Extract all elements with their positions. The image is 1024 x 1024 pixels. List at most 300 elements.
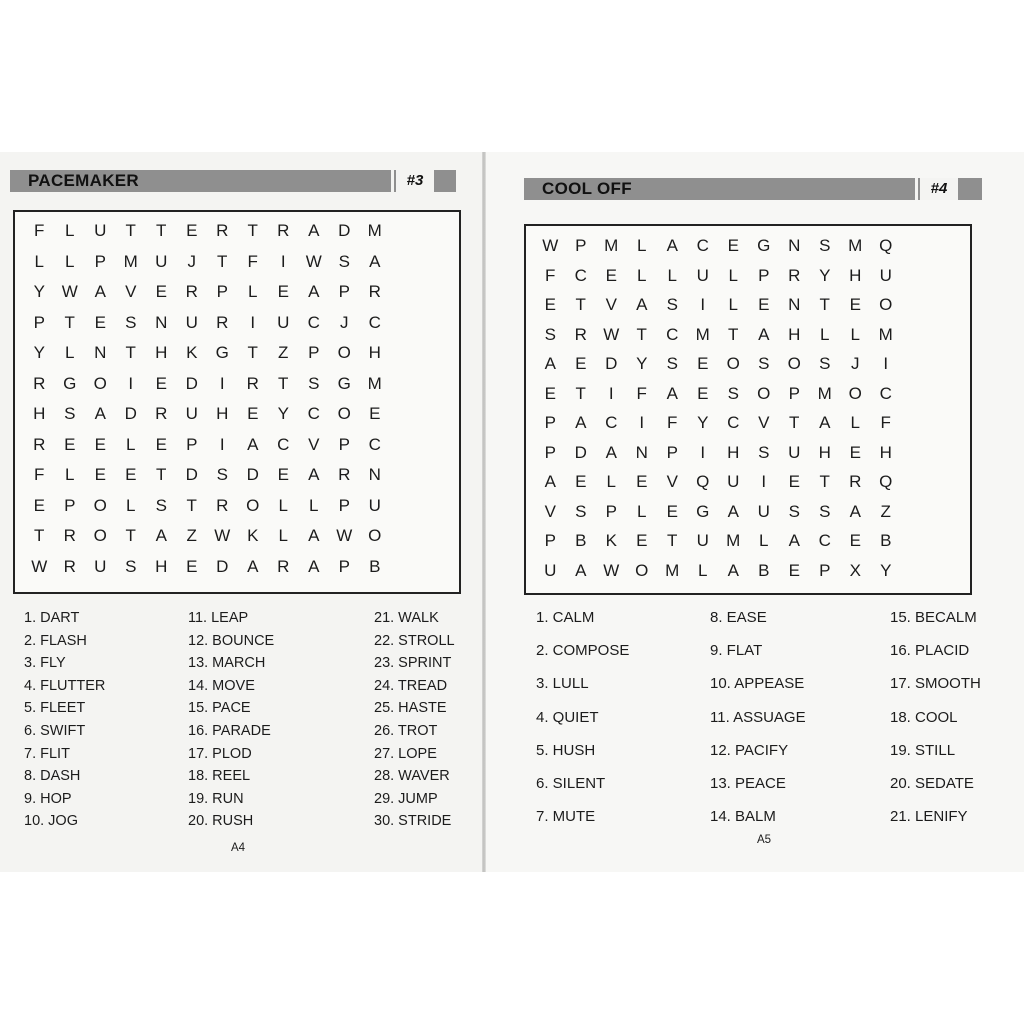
grid-letter: C bbox=[605, 413, 618, 432]
grid-letter: A bbox=[605, 442, 617, 462]
word-list-item: 3. LULL bbox=[536, 675, 589, 693]
grid-letter: A bbox=[544, 472, 556, 491]
word-list-item: 12. BOUNCE bbox=[188, 632, 275, 649]
grid-letter: T bbox=[278, 373, 289, 393]
grid-letter: P bbox=[544, 413, 556, 432]
word-list-item: 30. STRIDE bbox=[374, 813, 452, 830]
grid-row bbox=[535, 320, 901, 350]
grid-letter: E bbox=[186, 556, 198, 576]
grid-letter: R bbox=[33, 434, 46, 454]
word-list-item: 21. WALK bbox=[374, 610, 439, 626]
grid-letter: P bbox=[575, 236, 587, 255]
grid-letter: U bbox=[277, 312, 290, 332]
grid-letter: E bbox=[849, 531, 861, 550]
word-list-item: 2. FLASH bbox=[24, 632, 87, 649]
left-page bbox=[0, 152, 484, 872]
word-list-item: 1. DART bbox=[24, 610, 80, 626]
grid-row bbox=[535, 408, 901, 438]
word-list-item: 26. TROT bbox=[374, 722, 438, 739]
grid-letter: A bbox=[666, 383, 678, 403]
grid-letter: F bbox=[545, 265, 556, 285]
grid-letter: P bbox=[338, 434, 350, 454]
grid-letter: B bbox=[758, 560, 770, 580]
grid-letter: C bbox=[574, 265, 587, 285]
grid-letter: I bbox=[219, 373, 225, 393]
grid-letter: L bbox=[65, 465, 75, 484]
grid-letter: I bbox=[639, 413, 645, 432]
word-list-item: 18. COOL bbox=[890, 708, 958, 726]
grid-letter: M bbox=[123, 251, 138, 271]
word-list-item: 21. LENIFY bbox=[890, 808, 968, 826]
word-column bbox=[188, 610, 274, 836]
grid-letter: R bbox=[216, 221, 229, 240]
grid-letter: L bbox=[65, 221, 75, 240]
grid-letter: H bbox=[849, 265, 862, 285]
grid-letter: X bbox=[849, 560, 861, 580]
grid-letter: D bbox=[605, 354, 618, 373]
grid-letter: E bbox=[94, 465, 106, 484]
grid-letter: F bbox=[34, 465, 45, 484]
grid-letter: E bbox=[277, 465, 289, 484]
word-list-item: 1. CALM bbox=[536, 609, 595, 626]
grid-letter: B bbox=[880, 531, 892, 550]
grid-letter: Y bbox=[33, 282, 45, 301]
grid-letter: T bbox=[217, 251, 228, 271]
grid-letter: J bbox=[851, 354, 860, 373]
grid-row bbox=[535, 261, 901, 291]
grid-letter: O bbox=[879, 295, 893, 314]
grid-letter: F bbox=[636, 383, 647, 403]
grid-letter: U bbox=[544, 560, 557, 580]
word-list-item: 23. SPRINT bbox=[374, 655, 452, 672]
grid-letter: A bbox=[727, 501, 739, 521]
grid-letter: T bbox=[247, 343, 258, 362]
grid-letter: U bbox=[696, 531, 709, 550]
grid-letter: I bbox=[700, 442, 706, 462]
grid-letter: O bbox=[337, 404, 351, 423]
grid-letter: S bbox=[758, 354, 770, 373]
grid-letter: N bbox=[155, 312, 168, 332]
grid-row bbox=[24, 399, 390, 429]
grid-row bbox=[535, 526, 901, 556]
grid-letter: O bbox=[93, 495, 107, 515]
grid-letter: L bbox=[850, 413, 860, 432]
grid-letter: Y bbox=[697, 413, 709, 432]
grid-letter: K bbox=[605, 531, 617, 550]
grid-letter: A bbox=[666, 236, 678, 255]
grid-letter: A bbox=[94, 282, 106, 301]
word-list-item: 14. MOVE bbox=[188, 677, 255, 694]
grid-letter: P bbox=[758, 265, 770, 285]
grid-row bbox=[24, 247, 390, 277]
grid-row bbox=[24, 369, 390, 399]
word-list-item: 17. PLOD bbox=[188, 745, 252, 762]
grid-letter: C bbox=[666, 324, 679, 344]
grid-row bbox=[535, 438, 901, 468]
grid-row bbox=[535, 290, 901, 320]
word-list-item: 15. BECALM bbox=[890, 609, 977, 626]
grid-letter: E bbox=[94, 312, 106, 332]
grid-letter: M bbox=[848, 236, 863, 255]
word-list-item: 15. PACE bbox=[188, 700, 251, 717]
grid-letter: R bbox=[368, 282, 381, 301]
grid-letter: N bbox=[368, 465, 381, 484]
grid-letter: E bbox=[575, 472, 587, 491]
header-divider bbox=[915, 178, 918, 200]
grid-letter: A bbox=[758, 324, 770, 344]
grid-letter: S bbox=[125, 312, 137, 332]
grid-letter: K bbox=[186, 343, 198, 362]
grid-letter: E bbox=[605, 265, 617, 285]
word-list-item: 28. WAVER bbox=[374, 768, 450, 785]
puzzle-number: #3 bbox=[396, 170, 434, 192]
grid-letter: O bbox=[635, 560, 649, 580]
grid-letter: I bbox=[128, 373, 134, 393]
grid-letter: M bbox=[878, 324, 893, 344]
grid-letter: A bbox=[308, 465, 320, 484]
grid-letter: C bbox=[879, 383, 892, 403]
puzzle-title: PACEMAKER bbox=[28, 171, 140, 190]
grid-letter: S bbox=[338, 251, 350, 271]
word-list-item: 11. LEAP bbox=[188, 610, 249, 626]
grid-row bbox=[24, 308, 390, 338]
grid-letter: E bbox=[64, 434, 76, 454]
grid-letter: I bbox=[219, 434, 225, 454]
grid-letter: N bbox=[94, 343, 107, 362]
grid-letter: A bbox=[308, 221, 320, 240]
grid-letter: U bbox=[788, 442, 801, 462]
grid-letter: H bbox=[818, 442, 831, 462]
grid-letter: J bbox=[340, 312, 349, 332]
word-list-item: 20. RUSH bbox=[188, 813, 254, 830]
grid-letter: T bbox=[819, 472, 830, 491]
word-list-item: 2. COMPOSE bbox=[536, 642, 630, 660]
grid-letter: W bbox=[61, 282, 78, 301]
grid-letter: G bbox=[757, 236, 771, 255]
grid-letter: P bbox=[216, 282, 228, 301]
grid-letter: E bbox=[155, 373, 167, 393]
right-page bbox=[486, 152, 1024, 872]
word-list-item: 6. SILENT bbox=[536, 774, 606, 792]
grid-letter: A bbox=[247, 556, 259, 576]
grid-letter: N bbox=[635, 442, 648, 462]
grid-letter: P bbox=[605, 501, 617, 521]
word-list-item: 19. RUN bbox=[188, 790, 244, 807]
grid-row bbox=[24, 338, 390, 368]
word-list-item: 22. STROLL bbox=[374, 632, 455, 649]
word-list-item: 8. EASE bbox=[710, 609, 767, 626]
grid-letter: L bbox=[850, 324, 860, 344]
grid-letter: T bbox=[728, 324, 739, 344]
grid-letter: A bbox=[247, 434, 259, 454]
grid-row bbox=[24, 277, 390, 307]
grid-letter: T bbox=[247, 221, 258, 240]
grid-letter: R bbox=[216, 495, 229, 515]
grid-letter: T bbox=[125, 343, 136, 362]
header-tab bbox=[958, 178, 982, 200]
grid-letter: V bbox=[544, 501, 556, 521]
grid-letter: L bbox=[34, 251, 44, 271]
word-list-item: 6. SWIFT bbox=[24, 722, 86, 739]
grid-letter: E bbox=[697, 354, 709, 373]
grid-letter: S bbox=[308, 373, 320, 393]
word-column bbox=[374, 610, 455, 836]
grid-letter: F bbox=[34, 221, 45, 240]
grid-letter: R bbox=[155, 404, 168, 423]
grid-letter: C bbox=[696, 236, 709, 255]
grid-letter: O bbox=[757, 383, 771, 403]
grid-letter: L bbox=[667, 265, 677, 285]
grid-letter: O bbox=[368, 526, 382, 545]
grid-letter: W bbox=[603, 324, 620, 344]
grid-letter: L bbox=[637, 501, 647, 521]
grid-row bbox=[535, 467, 901, 497]
grid-letter: D bbox=[246, 465, 259, 484]
grid-letter: I bbox=[700, 295, 706, 314]
grid-letter: H bbox=[368, 343, 381, 362]
grid-letter: U bbox=[155, 251, 168, 271]
word-list-item: 9. FLAT bbox=[710, 642, 763, 660]
grid-letter: S bbox=[758, 442, 770, 462]
word-list-item: 25. HASTE bbox=[374, 700, 447, 717]
grid-letter: H bbox=[155, 343, 168, 362]
word-list-item: 13. MARCH bbox=[188, 655, 266, 672]
grid-letter: L bbox=[606, 472, 616, 491]
grid-letter: V bbox=[666, 472, 678, 491]
grid-letter: S bbox=[819, 501, 831, 521]
grid-letter: R bbox=[574, 324, 587, 344]
grid-letter: E bbox=[277, 282, 289, 301]
word-list-item: 24. TREAD bbox=[374, 677, 448, 694]
grid-letter: A bbox=[636, 295, 648, 314]
grid-letter: B bbox=[369, 556, 381, 576]
grid-letter: D bbox=[338, 221, 351, 240]
grid-row bbox=[535, 231, 901, 261]
grid-letter: Y bbox=[880, 560, 892, 580]
grid-letter: D bbox=[185, 373, 198, 393]
grid-letter: E bbox=[727, 236, 739, 255]
grid-letter: C bbox=[368, 312, 381, 332]
word-list-item: 16. PARADE bbox=[188, 722, 271, 739]
grid-letter: A bbox=[819, 413, 831, 432]
grid-letter: S bbox=[216, 465, 228, 484]
word-list-item: 9. HOP bbox=[24, 790, 72, 807]
grid-letter: T bbox=[819, 295, 830, 314]
grid-letter: E bbox=[186, 221, 198, 240]
grid-letter: H bbox=[155, 556, 168, 576]
puzzle-header-pacemaker bbox=[10, 170, 456, 192]
grid-letter: I bbox=[250, 312, 256, 332]
grid-letter: K bbox=[247, 526, 259, 545]
grid-letter: E bbox=[94, 434, 106, 454]
grid-letter: D bbox=[185, 465, 198, 484]
grid-letter: S bbox=[666, 354, 678, 373]
grid-letter: E bbox=[544, 383, 556, 403]
grid-letter: A bbox=[308, 282, 320, 301]
grid-row bbox=[24, 460, 390, 490]
grid-letter: M bbox=[367, 221, 382, 240]
grid-letter: Y bbox=[277, 404, 289, 423]
header-divider bbox=[391, 170, 394, 192]
grid-letter: P bbox=[94, 251, 106, 271]
grid-letter: P bbox=[64, 495, 76, 515]
word-list-item: 7. MUTE bbox=[536, 808, 596, 826]
grid-letter: S bbox=[666, 295, 678, 314]
grid-letter: L bbox=[637, 265, 647, 285]
grid-letter: E bbox=[575, 354, 587, 373]
grid-letter: D bbox=[574, 442, 587, 462]
grid-letter: I bbox=[280, 251, 286, 271]
grid-letter: I bbox=[608, 383, 614, 403]
grid-letter: O bbox=[848, 383, 862, 403]
grid-letter: U bbox=[185, 312, 198, 332]
grid-letter: F bbox=[247, 251, 258, 271]
grid-letter: T bbox=[575, 295, 586, 314]
word-list-item: 3. FLY bbox=[24, 655, 66, 672]
grid-letter: Z bbox=[186, 526, 197, 545]
grid-letter: S bbox=[125, 556, 137, 576]
grid-letter: D bbox=[216, 556, 229, 576]
grid-letter: E bbox=[849, 442, 861, 462]
page-number: A4 bbox=[231, 842, 246, 854]
grid-letter: W bbox=[305, 251, 322, 271]
grid-letter: Q bbox=[879, 236, 893, 255]
grid-letter: E bbox=[666, 501, 678, 521]
word-column bbox=[890, 609, 981, 841]
grid-letter: J bbox=[187, 251, 196, 271]
grid-letter: F bbox=[667, 413, 678, 432]
grid-letter: H bbox=[727, 442, 740, 462]
grid-letter: A bbox=[849, 501, 861, 521]
grid-letter: E bbox=[155, 434, 167, 454]
grid-letter: S bbox=[819, 236, 831, 255]
grid-letter: U bbox=[727, 472, 740, 491]
grid-letter: Q bbox=[879, 472, 893, 491]
grid-letter: L bbox=[278, 495, 288, 515]
grid-row bbox=[535, 497, 901, 527]
grid-letter: N bbox=[788, 295, 801, 314]
grid-letter: M bbox=[726, 531, 741, 550]
grid-letter: P bbox=[338, 556, 350, 576]
grid-letter: G bbox=[696, 501, 710, 521]
grid-letter: P bbox=[544, 531, 556, 550]
grid-letter: R bbox=[849, 472, 862, 491]
word-list bbox=[536, 609, 1016, 849]
word-list-item: 18. REEL bbox=[188, 768, 251, 785]
grid-letter: W bbox=[214, 526, 231, 545]
grid-letter: R bbox=[277, 556, 290, 576]
grid-letter: P bbox=[666, 442, 678, 462]
grid-letter: G bbox=[63, 373, 77, 393]
grid-letter: L bbox=[126, 434, 136, 454]
grid-row bbox=[24, 430, 390, 460]
word-list-item: 5. FLEET bbox=[24, 700, 86, 717]
word-list-item: 10. APPEASE bbox=[710, 675, 805, 693]
grid-letter: D bbox=[124, 404, 137, 423]
grid-letter: A bbox=[94, 404, 106, 423]
word-list bbox=[24, 610, 474, 840]
grid-letter: T bbox=[64, 312, 75, 332]
word-list-item: 19. STILL bbox=[890, 741, 956, 759]
grid-row bbox=[535, 349, 901, 379]
grid-letter: S bbox=[544, 324, 556, 344]
grid-letter: L bbox=[820, 324, 830, 344]
grid-letter: U bbox=[879, 265, 892, 285]
grid-letter: U bbox=[185, 404, 198, 423]
grid-letter: E bbox=[849, 295, 861, 314]
word-column bbox=[536, 609, 629, 841]
grid-letter: T bbox=[34, 526, 45, 545]
grid-letter: E bbox=[155, 282, 167, 301]
grid-letter: A bbox=[308, 526, 320, 545]
grid-letter: H bbox=[33, 404, 46, 423]
word-list-item: 12. PACIFY bbox=[710, 741, 789, 759]
grid-letter: L bbox=[698, 560, 708, 580]
grid-letter: L bbox=[278, 526, 288, 545]
word-list-item: 4. QUIET bbox=[536, 708, 599, 726]
grid-letter: E bbox=[247, 404, 259, 423]
grid-letter: L bbox=[248, 282, 258, 301]
grid-row bbox=[24, 216, 390, 246]
grid-letter: S bbox=[727, 383, 739, 403]
grid-letter: H bbox=[879, 442, 892, 462]
grid-letter: R bbox=[63, 526, 76, 545]
grid-row bbox=[535, 556, 901, 586]
letter-grid bbox=[13, 210, 461, 594]
word-list-item: 16. PLACID bbox=[890, 642, 970, 660]
word-list-item: 20. SEDATE bbox=[890, 774, 974, 792]
grid-letter: T bbox=[186, 495, 197, 515]
grid-letter: I bbox=[761, 472, 767, 491]
grid-row bbox=[24, 491, 390, 521]
grid-letter: P bbox=[308, 343, 320, 362]
grid-letter: A bbox=[544, 354, 556, 373]
grid-letter: W bbox=[542, 236, 559, 255]
grid-letter: P bbox=[788, 383, 800, 403]
grid-letter: E bbox=[33, 495, 45, 515]
grid-letter: L bbox=[309, 495, 319, 515]
grid-letter: C bbox=[368, 434, 381, 454]
grid-letter: A bbox=[308, 556, 320, 576]
grid-letter: T bbox=[156, 465, 167, 484]
grid-letter: W bbox=[336, 526, 353, 545]
word-list-item: 5. HUSH bbox=[536, 741, 596, 759]
grid-letter: A bbox=[369, 251, 381, 271]
grid-letter: P bbox=[33, 312, 45, 332]
grid-letter: O bbox=[93, 526, 107, 545]
grid-letter: S bbox=[575, 501, 587, 521]
grid-letter: O bbox=[93, 373, 107, 393]
grid-letter: T bbox=[125, 221, 136, 240]
header-tab bbox=[434, 170, 456, 192]
grid-letter: U bbox=[94, 221, 107, 240]
grid-letter: U bbox=[696, 265, 709, 285]
grid-letter: C bbox=[307, 404, 320, 423]
word-column bbox=[24, 610, 105, 836]
grid-letter: R bbox=[216, 312, 229, 332]
puzzle-header-cool-off bbox=[524, 178, 982, 200]
word-list-item: 14. BALM bbox=[710, 808, 776, 826]
grid-letter: V bbox=[605, 295, 617, 314]
grid-letter: E bbox=[788, 472, 800, 491]
grid-letter: P bbox=[338, 282, 350, 301]
word-list-item: 17. SMOOTH bbox=[890, 675, 981, 693]
grid-letter: S bbox=[155, 495, 167, 515]
grid-letter: M bbox=[665, 560, 680, 580]
grid-letter: R bbox=[338, 465, 351, 484]
grid-letter: U bbox=[757, 501, 770, 521]
grid-letter: T bbox=[156, 221, 167, 240]
